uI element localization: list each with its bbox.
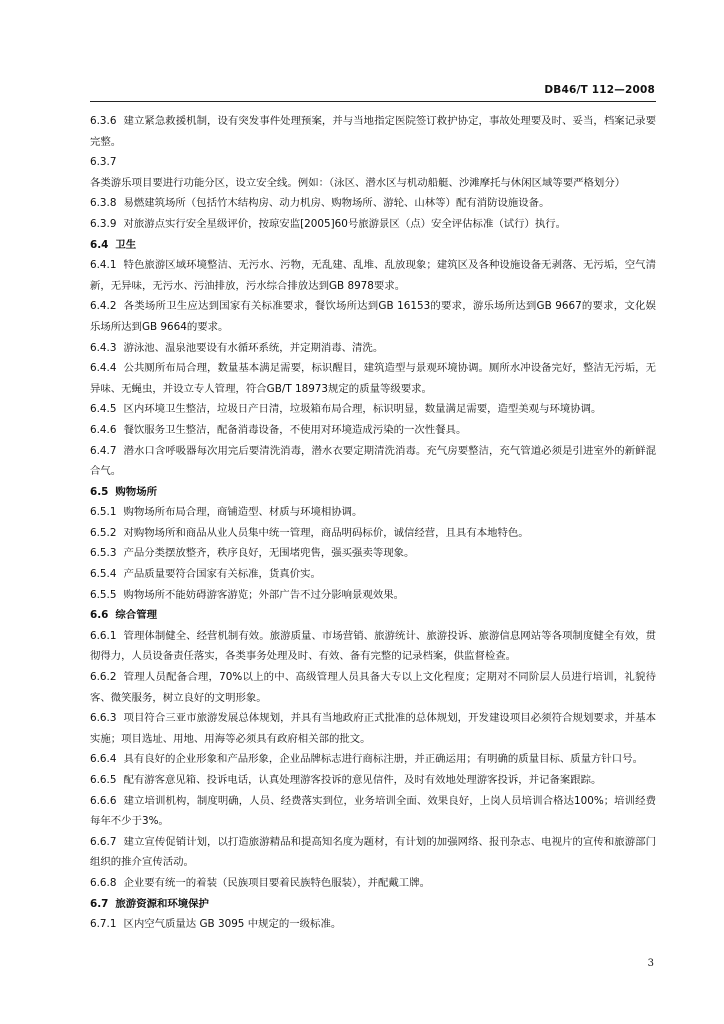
- section-heading-number: 6.5: [90, 485, 109, 498]
- clause-paragraph: [90, 564, 656, 585]
- clause-text: 各类场所卫生应达到国家有关标准要求，餐饮场所达到GB 16153的要求，游乐场所达到GB 9667的要求，文化娱乐场所达到GB 9664的要求。: [90, 300, 656, 333]
- clause-number: 6.5.4: [90, 568, 117, 581]
- page-number: 3: [647, 958, 654, 969]
- clause-number: 6.5.1: [90, 506, 117, 519]
- clause-number: 6.6.6: [90, 794, 117, 807]
- clause-number: 6.5.2: [90, 526, 117, 539]
- clause-paragraph: [90, 441, 656, 482]
- section-heading-number: 6.7: [90, 897, 109, 910]
- clause-paragraph: [90, 111, 656, 152]
- clause-paragraph: [90, 585, 656, 606]
- section-heading-title: 综合管理: [115, 609, 157, 622]
- clause-text: 具有良好的企业形象和产品形象，企业品牌标志进行商标注册，并正确运用；有明确的质量目标、质量方针口号。: [123, 753, 643, 766]
- clause-paragraph: [90, 296, 656, 337]
- section-heading: [90, 605, 656, 626]
- clause-number: 6.5.3: [90, 547, 117, 560]
- clause-text: 购物场所不能妨碍游客游览；外部广告不过分影响景观效果。: [123, 588, 404, 601]
- clause-text: 项目符合三亚市旅游发展总体规划，并具有当地政府正式批准的总体规划，开发建设项目必须符合规划要求，并基本实施；项目选址、用地、用海等必须具有政府相关部的批文。: [90, 712, 656, 745]
- clause-text: 对购物场所和商品从业人员集中统一管理，商品明码标价，诚信经营，且具有本地特色。: [123, 526, 529, 539]
- clause-text: 特色旅游区域环境整洁、无污水、污物，无乱建、乱堆、乱放现象；建筑区及各种设施设备无剥落、无污垢，空气清新，无异味，无污水、污油排放，污水综合排放达到GB 8978要求。: [90, 259, 656, 292]
- header-rule: [90, 101, 656, 102]
- clause-paragraph: [90, 914, 656, 935]
- clause-paragraph: [90, 626, 656, 667]
- clause-number: 6.6.4: [90, 753, 117, 766]
- section-heading-number: 6.6: [90, 609, 109, 622]
- clause-text: 区内空气质量达 GB 3095 中规定的一级标准。: [123, 918, 342, 931]
- clause-paragraph: [90, 770, 656, 791]
- clause-text: 易燃建筑场所（包括竹木结构房、动力机房、购物场所、游轮、山林等）配有消防设施设备。: [123, 197, 550, 210]
- clause-paragraph: [90, 543, 656, 564]
- clause-paragraph: [90, 399, 656, 420]
- clause-paragraph: [90, 749, 656, 770]
- clause-text: 配有游客意见箱、投诉电话，认真处理游客投诉的意见信件，及时有效地处理游客投诉，并记备案跟踪。: [123, 774, 602, 786]
- section-heading: [90, 482, 656, 503]
- clause-paragraph: [90, 667, 656, 708]
- clause-text: 潜水口含呼吸器每次用完后要清洗消毒，潜水衣要定期清洗消毒。充气房要整洁，充气管道必须是引进室外的新鲜混合气。: [90, 444, 656, 478]
- section-heading-number: 6.4: [90, 238, 109, 251]
- clause-paragraph: [90, 832, 656, 873]
- clause-paragraph: [90, 523, 656, 544]
- section-heading-title: 购物场所: [115, 485, 157, 498]
- clause-paragraph: [90, 152, 656, 193]
- clause-text: 建立培训机构，制度明确，人员、经费落实到位，业务培训全面、效果良好，上岗人员培训合格达100%；培训经费每年不少于3%。: [90, 794, 656, 828]
- clause-number: 6.6.1: [90, 629, 117, 642]
- clause-number: 6.6.3: [90, 712, 117, 725]
- clause-number: 6.3.9: [90, 217, 117, 230]
- clause-text: 产品分类摆放整齐，秩序良好，无围堵兜售，强买强卖等现象。: [123, 547, 415, 560]
- document-code: DB46/T 112—2008: [544, 84, 655, 96]
- section-heading-title: 旅游资源和环境保护: [115, 897, 209, 910]
- clause-text: 对旅游点实行安全星级评价，按琼安监[2005]60号旅游景区（点）安全评估标准（试行）执行。: [123, 217, 567, 230]
- clause-paragraph: [90, 873, 656, 894]
- clause-text: 购物场所布局合理，商铺造型、材质与环境相协调。: [123, 506, 363, 519]
- clause-text: 企业要有统一的着装（民族项目要着民族特色服装），并配戴工牌。: [123, 876, 430, 889]
- clause-paragraph: [90, 708, 656, 749]
- clause-paragraph: [90, 214, 656, 235]
- clause-text: 建立紧急救援机制，设有突发事件处理预案，并与当地指定医院签订救护协定，事故处理要及时、妥当，档案记录要完整。: [90, 115, 656, 148]
- clause-text: 游泳池、温泉池要设有水循环系统，并定期消毒、清洗。: [123, 341, 384, 354]
- clause-number: 6.4.6: [90, 423, 117, 436]
- clause-text: 区内环境卫生整洁，垃圾日产日清，垃圾箱布局合理，标识明显，数量满足需要，造型美观与环境协调。: [123, 403, 602, 416]
- section-heading-title: 卫生: [115, 238, 137, 251]
- clause-text: 建立宣传促销计划，以打造旅游精品和提高知名度为题材，有计划的加强网络、报刊杂志、电视片的宣传和旅游部门组织的推介宣传活动。: [90, 835, 656, 869]
- clause-text: 产品质量要符合国家有关标准，货真价实。: [123, 568, 321, 581]
- clause-number: 6.6.2: [90, 671, 117, 684]
- clause-number: 6.5.5: [90, 588, 117, 601]
- clause-paragraph: [90, 338, 656, 359]
- clause-number: 6.6.8: [90, 876, 117, 889]
- clause-text: 管理人员配备合理，70%以上的中、高级管理人员具备大专以上文化程度；定期对不同阶层人员进行培训，礼貌待客、微笑服务，树立良好的文明形象。: [90, 671, 656, 704]
- clause-paragraph: [90, 420, 656, 441]
- clause-number: 6.4.7: [90, 444, 117, 457]
- clause-number: 6.6.7: [90, 835, 117, 848]
- clause-number: 6.3.8: [90, 197, 117, 210]
- clause-number: 6.4.1: [90, 259, 117, 272]
- clause-paragraph: [90, 193, 656, 214]
- clause-number: 6.4.4: [90, 362, 117, 375]
- clause-number: 6.3.7: [90, 156, 117, 169]
- clause-number: 6.7.1: [90, 918, 117, 931]
- document-body: [90, 111, 656, 935]
- clause-number: 6.6.5: [90, 774, 117, 786]
- section-heading: [90, 894, 656, 915]
- clause-number: 6.4.5: [90, 403, 117, 416]
- clause-paragraph: [90, 502, 656, 523]
- clause-paragraph: [90, 358, 656, 399]
- clause-text: 管理体制健全、经营机制有效。旅游质量、市场营销、旅游统计、旅游投诉、旅游信息网站等各项制度健全有效，贯彻得力，人员设备责任落实，各类事务处理及时、有效、备有完整的记录档案，供监督检查。: [90, 629, 656, 663]
- clause-number: 6.3.6: [90, 115, 117, 127]
- clause-text: 餐饮服务卫生整洁，配备消毒设备，不使用对环境造成污染的一次性餐具。: [123, 423, 467, 436]
- clause-paragraph: [90, 791, 656, 832]
- clause-text: 公共厕所布局合理，数量基本满足需要，标识醒目，建筑造型与景观环境协调。厕所水冲设备完好，整洁无污垢，无异味、无蝇虫，并设立专人管理，符合GB/T 18973规定的质量等级要求。: [90, 362, 656, 395]
- clause-paragraph: [90, 255, 656, 296]
- clause-text: 各类游乐项目要进行功能分区，设立安全线。例如：（泳区、潜水区与机动船艇、沙滩摩托与休闲区域等要严格划分）: [90, 176, 626, 189]
- clause-number: 6.4.3: [90, 341, 117, 354]
- section-heading: [90, 235, 656, 256]
- clause-number: 6.4.2: [90, 300, 117, 313]
